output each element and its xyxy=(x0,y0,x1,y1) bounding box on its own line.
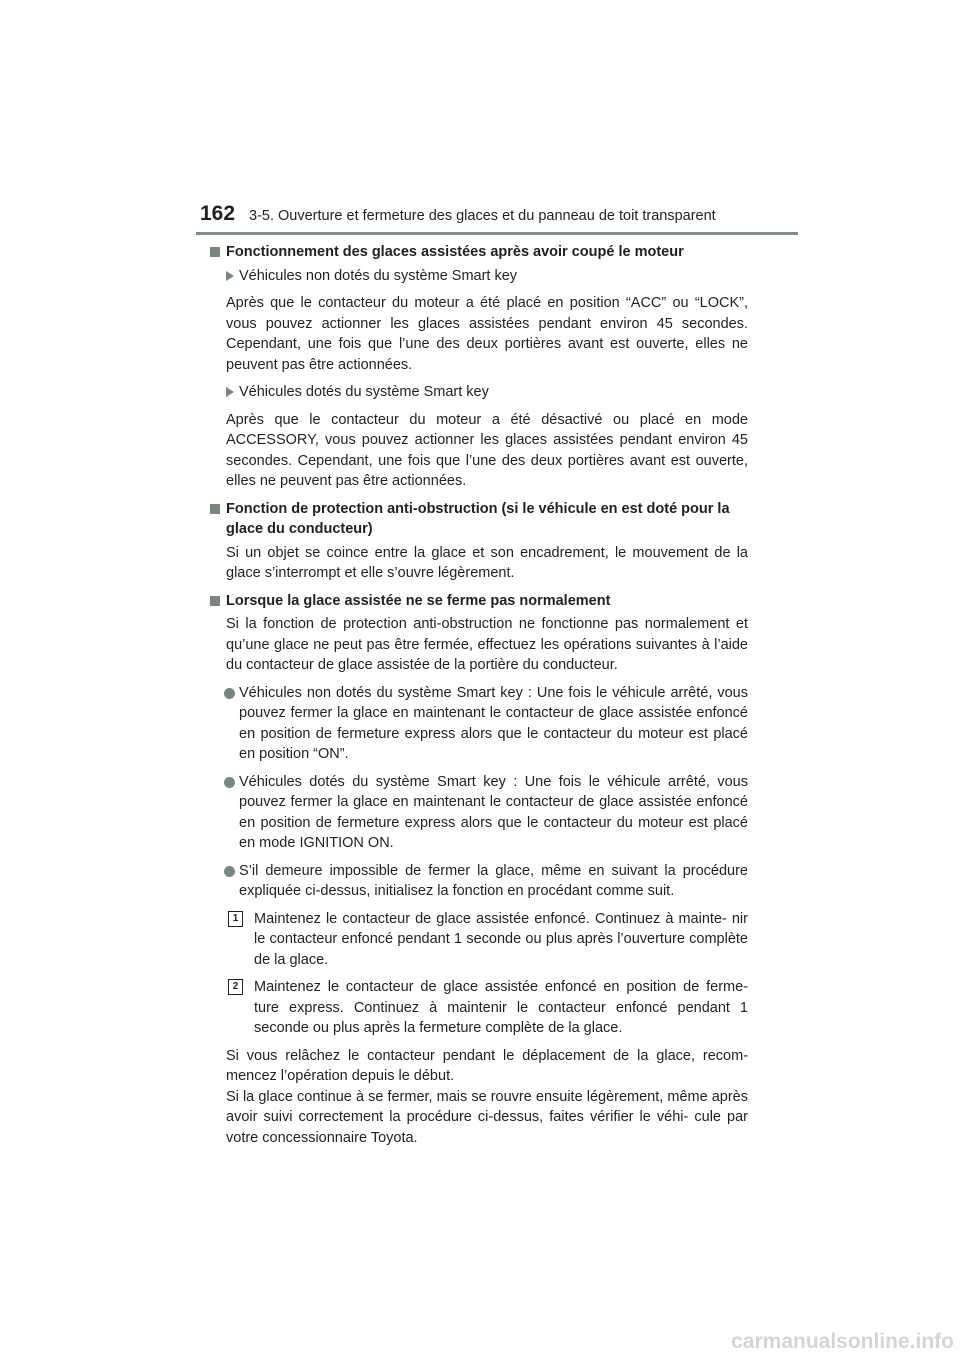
bullet-text: S’il demeure impossible de fermer la glace, même en suivant la procédure expliquée ci-dessus, initialisez la fonction en procédant comme suit. xyxy=(239,862,748,899)
square-bullet-icon xyxy=(210,247,220,257)
step-text: Maintenez le contacteur de glace assistée enfoncé. Continuez à mainte- nir le contacteur enfoncé pendant 1 seconde ou plus après l’ouverture complète de la glace. xyxy=(254,910,748,968)
circle-bullet-icon xyxy=(224,688,235,699)
bullet-item xyxy=(210,772,748,854)
subheading xyxy=(210,266,748,287)
paragraph: Si un objet se coince entre la glace et son encadrement, le mouvement de la glace s’interrompt et elle s’ouvre légèrement. xyxy=(226,544,748,581)
bullet-text: Véhicules non dotés du système Smart key : Une fois le véhicule arrêté, vous pouvez fermer la glace en maintenant le contacteur de glace assistée enfoncé en position de fermeture express alors que le contacteur du moteur est placé en position “ON”. xyxy=(239,684,748,762)
step-number: 2 xyxy=(228,979,243,995)
bullet-text: Véhicules dotés du système Smart key : Une fois le véhicule arrêté, vous pouvez fermer la glace en maintenant le contacteur de glace assistée enfoncé en position de fermeture express alors que le contacteur du moteur est placé en mode IGNITION ON. xyxy=(239,773,748,851)
square-bullet-icon xyxy=(210,596,220,606)
page-number: 162 xyxy=(200,202,236,225)
paragraph: Après que le contacteur du moteur a été placé en position “ACC” ou “LOCK”, vous pouvez actionner les glaces assistées pendant environ 45 secondes. Cependant, une fois que l’une des deux portières avant est ouverte, elles ne peuvent pas être actionnées. xyxy=(226,295,748,373)
step-item xyxy=(210,909,748,971)
section-heading xyxy=(210,499,748,540)
subheading-text: Véhicules non dotés du système Smart key xyxy=(239,267,518,284)
square-bullet-icon xyxy=(210,504,220,514)
step-item xyxy=(210,977,748,1039)
paragraph: Si la glace continue à se fermer, mais se rouvre ensuite légèrement, même après avoir suivi correctement la procédure ci-dessus, faites vérifier le véhi- cule par votre concessionnaire Toyota. xyxy=(226,1088,748,1146)
paragraph: Après que le contacteur du moteur a été désactivé ou placé en mode ACCESSORY, vous pouvez actionner les glaces assistées pendant environ 45 secondes. Cependant, une fois que l’une des deux portières avant est ouverte, elles ne peuvent pas être actionnées. xyxy=(226,411,748,489)
section-heading-text: Fonction de protection anti-obstruction (si le véhicule en est doté pour la glace du conducteur) xyxy=(226,500,730,537)
bullet-item xyxy=(210,861,748,902)
paragraph: Si la fonction de protection anti-obstruction ne fonctionne pas normalement et qu’une glace ne peut pas être fermée, effectuez les opérations suivantes à l’aide du contacteur de glace assistée de la portière du conducteur. xyxy=(226,616,748,673)
circle-bullet-icon xyxy=(224,777,235,788)
header-divider xyxy=(196,232,798,235)
step-number: 1 xyxy=(228,911,243,927)
subheading xyxy=(210,382,748,403)
triangle-arrow-icon xyxy=(226,271,234,281)
section-heading-text: Lorsque la glace assistée ne se ferme pas normalement xyxy=(226,592,611,609)
section-heading xyxy=(210,242,748,263)
chapter-title: 3-5. Ouverture et fermeture des glaces et du panneau de toit transparent xyxy=(249,208,716,224)
step-text: Maintenez le contacteur de glace assistée enfoncé en position de ferme- ture express. Continuez à maintenir le contacteur enfoncé pendant 1 seconde ou plus après la fermeture complète de la glace. xyxy=(254,979,748,1036)
watermark: carmanualsonline.info xyxy=(731,1330,954,1353)
circle-bullet-icon xyxy=(224,866,235,877)
bullet-item xyxy=(210,683,748,765)
page-content xyxy=(210,242,748,1155)
paragraph: Si vous relâchez le contacteur pendant le déplacement de la glace, recom- mencez l’opération depuis le début. xyxy=(226,1047,748,1084)
triangle-arrow-icon xyxy=(226,387,234,397)
section-heading-text: Fonctionnement des glaces assistées après avoir coupé le moteur xyxy=(226,244,684,260)
subheading-text: Véhicules dotés du système Smart key xyxy=(239,384,489,400)
section-heading xyxy=(210,591,748,612)
